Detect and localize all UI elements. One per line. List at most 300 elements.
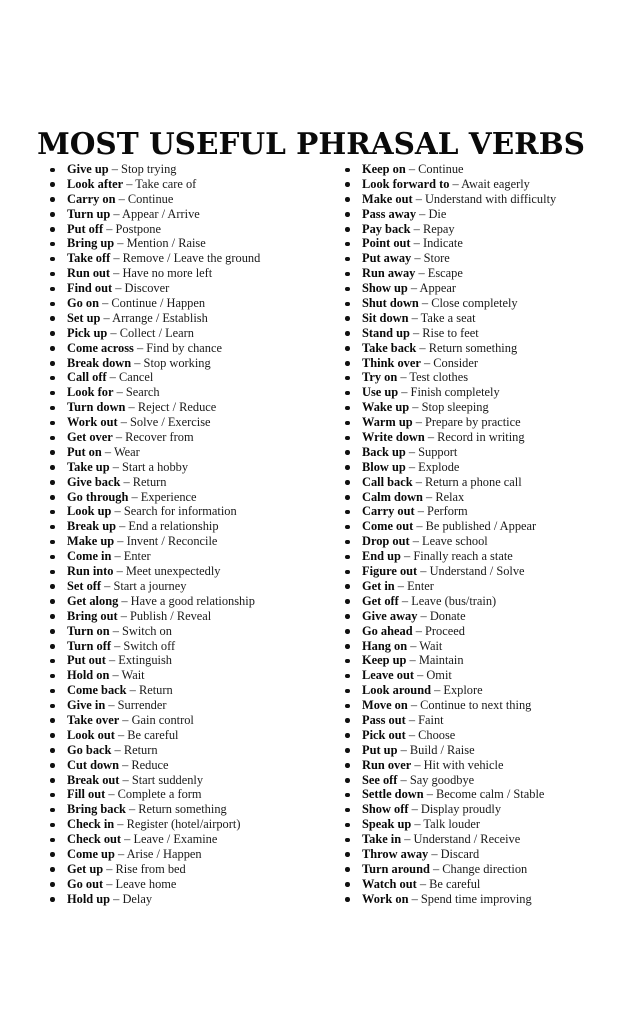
phrasal-verb: Blow up [362, 459, 406, 474]
bullet-icon [50, 674, 55, 679]
separator-dash: – [410, 221, 423, 236]
separator-dash: – [408, 310, 421, 325]
list-item [343, 802, 622, 817]
bullet-icon [50, 436, 55, 441]
bullet-icon [50, 838, 55, 843]
list-item [48, 639, 338, 654]
bullet-icon [345, 287, 350, 292]
verb-meaning: Extinguish [118, 653, 172, 668]
separator-dash: – [117, 415, 130, 430]
verb-meaning: Explore [443, 683, 483, 698]
bullet-icon [345, 704, 350, 709]
bullet-icon [50, 391, 55, 396]
separator-dash: – [133, 340, 147, 355]
verb-meaning: Consider [433, 355, 479, 370]
bullet-icon [345, 302, 350, 307]
list-item [343, 579, 622, 594]
list-item [48, 758, 338, 773]
separator-dash: – [117, 608, 130, 623]
bullet-icon [345, 465, 350, 470]
list-item [48, 609, 338, 624]
phrasal-verb: Settle down [362, 787, 424, 802]
separator-dash: – [101, 578, 114, 593]
phrasal-verb-list-right [343, 162, 622, 907]
phrasal-verb: Look forward to [362, 176, 450, 191]
bullet-icon [345, 808, 350, 813]
verb-meaning: Continue [127, 191, 174, 206]
phrasal-verb: Run over [362, 757, 412, 772]
phrasal-verb: Give up [67, 162, 109, 176]
bullet-icon [50, 867, 55, 872]
verb-meaning: Find by chance [146, 340, 222, 355]
bullet-icon [50, 689, 55, 694]
bullet-icon [345, 689, 350, 694]
separator-dash: – [123, 176, 136, 191]
separator-dash: – [105, 698, 118, 713]
bullet-icon [50, 480, 55, 485]
list-item [343, 385, 622, 400]
separator-dash: – [114, 817, 127, 832]
separator-dash: – [413, 668, 427, 683]
list-item [48, 728, 338, 743]
verb-meaning: Meet unexpectedly [125, 564, 221, 579]
verb-meaning: Leave (bus/train) [411, 593, 497, 608]
verb-meaning: Collect / Learn [119, 325, 195, 340]
bullet-icon [50, 659, 55, 664]
list-item [48, 251, 338, 266]
verb-meaning: Maintain [418, 653, 464, 668]
list-item [343, 296, 622, 311]
verb-meaning: Finally reach a state [413, 549, 513, 564]
verb-meaning: Return [132, 474, 167, 489]
phrasal-verb: Come across [67, 340, 134, 355]
phrasal-verb: Get along [67, 593, 119, 608]
separator-dash: – [424, 430, 438, 445]
phrasal-verb: Cut down [67, 757, 119, 772]
bullet-icon [50, 168, 55, 173]
separator-dash: – [449, 176, 462, 191]
phrasal-verb: Think over [362, 355, 421, 370]
verb-meaning: Search [125, 385, 160, 400]
phrasal-verb: Take over [67, 712, 120, 727]
bullet-icon [345, 644, 350, 649]
phrasal-verb-list-left [48, 162, 338, 907]
phrasal-verb: Get up [67, 861, 104, 876]
list-item [48, 370, 338, 385]
verb-meaning: Hit with vehicle [423, 757, 504, 772]
phrasal-verb: Put off [67, 221, 104, 236]
list-item [343, 311, 622, 326]
phrasal-verb: Shut down [362, 296, 419, 311]
list-item [343, 356, 622, 371]
list-item [48, 847, 338, 862]
phrasal-verb: Put out [67, 653, 106, 668]
bullet-icon [50, 197, 55, 202]
verb-meaning: Switch off [123, 638, 176, 653]
separator-dash: – [398, 385, 411, 400]
bullet-icon [345, 584, 350, 589]
verb-meaning: Change direction [442, 861, 528, 876]
list-item [48, 743, 338, 758]
separator-dash: – [407, 638, 420, 653]
separator-dash: – [411, 251, 424, 266]
separator-dash: – [422, 489, 436, 504]
verb-meaning: Finish completely [410, 385, 500, 400]
separator-dash: – [417, 608, 430, 623]
bullet-icon [345, 272, 350, 277]
list-item [48, 802, 338, 817]
list-item [343, 713, 622, 728]
verb-meaning: Wait [121, 668, 145, 683]
phrasal-verb: Figure out [362, 564, 418, 579]
bullet-icon [345, 823, 350, 828]
list-item [48, 266, 338, 281]
bullet-icon [345, 778, 350, 783]
verb-meaning: Have no more left [122, 266, 213, 281]
list-item [48, 490, 338, 505]
list-item [343, 490, 622, 505]
phrasal-verb: Get off [362, 593, 399, 608]
separator-dash: – [111, 549, 124, 564]
verb-meaning: Return a phone call [425, 474, 522, 489]
separator-dash: – [111, 742, 124, 757]
separator-dash: – [115, 191, 128, 206]
bullet-icon [345, 897, 350, 902]
verb-meaning: Enter [123, 549, 151, 564]
separator-dash: – [114, 534, 127, 549]
separator-dash: – [103, 876, 116, 891]
verb-meaning: Experience [140, 489, 197, 504]
verb-meaning: Be published / Appear [425, 519, 537, 534]
phrasal-verb: Take off [67, 251, 111, 266]
verb-meaning: Start a journey [113, 578, 187, 593]
list-item [343, 207, 622, 222]
phrasal-verb: Go out [67, 876, 104, 891]
bullet-icon [50, 599, 55, 604]
verb-meaning: Solve / Exercise [130, 415, 211, 430]
verb-meaning: End a relationship [128, 519, 219, 534]
phrasal-verb: Back up [362, 444, 406, 459]
verb-meaning: Search for information [123, 504, 237, 519]
list-item [343, 847, 622, 862]
list-item [343, 787, 622, 802]
page-title: MOST USEFUL PHRASAL VERBS [37, 126, 585, 161]
phrasal-verb: Look after [67, 176, 124, 191]
verb-meaning: Gain control [131, 712, 194, 727]
phrasal-verb: Call off [67, 370, 107, 385]
separator-dash: – [412, 474, 425, 489]
separator-dash: – [119, 757, 132, 772]
list-item [48, 698, 338, 713]
phrasal-verb: Keep up [362, 653, 407, 668]
list-item [343, 549, 622, 564]
phrasal-verb: Run away [362, 266, 416, 281]
list-item [48, 668, 338, 683]
separator-dash: – [416, 340, 429, 355]
list-item [48, 445, 338, 460]
phrasal-verb: Write down [362, 430, 425, 445]
phrasal-verb: Pass away [362, 206, 417, 221]
verb-meaning: Await eagerly [461, 176, 530, 191]
bullet-icon [50, 644, 55, 649]
verb-meaning: Reject / Reduce [137, 400, 217, 415]
list-item [48, 862, 338, 877]
bullet-icon [345, 480, 350, 485]
verb-meaning: Stop trying [121, 162, 177, 176]
list-item [343, 892, 622, 907]
list-item [48, 892, 338, 907]
list-item [48, 564, 338, 579]
verb-meaning: Reduce [131, 757, 169, 772]
verb-meaning: Choose [418, 727, 456, 742]
list-item [48, 460, 338, 475]
separator-dash: – [109, 459, 122, 474]
list-item [343, 728, 622, 743]
phrasal-verb: Wake up [362, 400, 410, 415]
verb-meaning: Delay [122, 891, 153, 906]
verb-meaning: Surrender [117, 698, 167, 713]
list-item [48, 832, 338, 847]
verb-meaning: Escape [427, 266, 463, 281]
verb-meaning: Stop sleeping [421, 400, 489, 415]
separator-dash: – [114, 727, 128, 742]
bullet-icon [345, 168, 350, 173]
phrasal-verb: Move on [362, 698, 408, 713]
bullet-icon [345, 838, 350, 843]
list-item [343, 594, 622, 609]
phrasal-verb: Stand up [362, 325, 410, 340]
list-item [343, 400, 622, 415]
bullet-icon [345, 227, 350, 232]
verb-meaning: Arise / Happen [126, 846, 202, 861]
list-item [48, 877, 338, 892]
list-item [48, 236, 338, 251]
separator-dash: – [401, 832, 414, 847]
verb-meaning: Leave school [422, 534, 488, 549]
phrasal-verb: Come out [362, 519, 414, 534]
phrasal-verb: Hang on [362, 638, 408, 653]
separator-dash: – [108, 162, 122, 176]
list-item [343, 877, 622, 892]
bullet-icon [50, 242, 55, 247]
phrasal-verb: Pay back [362, 221, 411, 236]
verb-meaning: Continue / Happen [111, 296, 206, 311]
phrasal-verb: Sit down [362, 310, 409, 325]
phrasal-verb: Go on [67, 296, 100, 311]
list-item [48, 817, 338, 832]
separator-dash: – [112, 281, 125, 296]
phrasal-verb: Try on [362, 370, 398, 385]
list-item [343, 668, 622, 683]
bullet-icon [345, 421, 350, 426]
verb-meaning: Postpone [115, 221, 161, 236]
list-item [343, 475, 622, 490]
bullet-icon [50, 748, 55, 753]
separator-dash: – [110, 266, 123, 281]
separator-dash: – [99, 296, 112, 311]
separator-dash: – [109, 668, 122, 683]
bullet-icon [50, 406, 55, 411]
bullet-icon [345, 510, 350, 515]
list-item [48, 385, 338, 400]
list-item [48, 400, 338, 415]
list-item [48, 549, 338, 564]
bullet-icon [345, 212, 350, 217]
verb-meaning: Complete a form [117, 787, 202, 802]
bullet-icon [345, 436, 350, 441]
phrasal-verb: Pick out [362, 727, 406, 742]
list-item [343, 832, 622, 847]
list-item [343, 624, 622, 639]
verb-meaning: Understand / Receive [413, 832, 521, 847]
verb-meaning: Remove / Leave the ground [122, 251, 261, 266]
list-item [48, 311, 338, 326]
bullet-icon [50, 510, 55, 515]
separator-dash: – [416, 206, 429, 221]
verb-meaning: Return [138, 683, 173, 698]
bullet-icon [50, 823, 55, 828]
verb-meaning: Appear [419, 281, 456, 296]
list-item [48, 341, 338, 356]
separator-dash: – [406, 653, 419, 668]
separator-dash: – [113, 564, 126, 579]
phrasal-verb: Set up [67, 310, 101, 325]
separator-dash: – [103, 861, 116, 876]
bullet-icon [50, 212, 55, 217]
phrasal-verb: Hold up [67, 891, 111, 906]
phrasal-verb: Run into [67, 564, 114, 579]
separator-dash: – [398, 593, 412, 608]
separator-dash: – [116, 519, 129, 534]
list-item [48, 222, 338, 237]
list-item [48, 787, 338, 802]
verb-meaning: Cancel [118, 370, 154, 385]
separator-dash: – [428, 846, 441, 861]
list-item [48, 475, 338, 490]
separator-dash: – [416, 876, 430, 891]
list-item [343, 370, 622, 385]
bullet-icon [50, 316, 55, 321]
bullet-icon [345, 450, 350, 455]
phrasal-verb: Bring back [67, 802, 126, 817]
bullet-icon [50, 733, 55, 738]
verb-meaning: Take a seat [420, 310, 476, 325]
list-item [343, 504, 622, 519]
separator-dash: – [110, 251, 123, 266]
verb-meaning: Rise from bed [115, 861, 186, 876]
list-item [48, 519, 338, 534]
list-item [343, 415, 622, 430]
list-item [48, 326, 338, 341]
separator-dash: – [414, 504, 428, 519]
phrasal-verb: Run out [67, 266, 111, 281]
phrasal-verb: Make out [362, 191, 413, 206]
separator-dash: – [119, 712, 132, 727]
list-item [343, 430, 622, 445]
bullet-icon [50, 346, 55, 351]
separator-dash: – [415, 266, 428, 281]
separator-dash: – [410, 236, 423, 251]
bullet-icon [345, 733, 350, 738]
separator-dash: – [394, 578, 408, 593]
list-item [48, 192, 338, 207]
phrasal-verb: Calm down [362, 489, 423, 504]
phrasal-verb: Give away [362, 608, 418, 623]
phrasal-verb: Pick up [67, 325, 108, 340]
bullet-icon [50, 376, 55, 381]
list-item [343, 609, 622, 624]
verb-meaning: Leave / Examine [133, 832, 218, 847]
list-item [343, 519, 622, 534]
separator-dash: – [405, 162, 419, 176]
verb-meaning: Indicate [422, 236, 463, 251]
separator-dash: – [101, 444, 114, 459]
verb-meaning: Leave home [115, 876, 177, 891]
bullet-icon [345, 257, 350, 262]
bullet-icon [345, 316, 350, 321]
bullet-icon [345, 376, 350, 381]
bullet-icon [50, 808, 55, 813]
separator-dash: – [128, 489, 141, 504]
bullet-icon [50, 540, 55, 545]
phrasal-verb: Break out [67, 772, 120, 787]
phrasal-verb: Get in [362, 578, 395, 593]
bullet-icon [345, 495, 350, 500]
bullet-icon [50, 793, 55, 798]
phrasal-verb: Take up [67, 459, 110, 474]
bullet-icon [50, 257, 55, 262]
list-item [343, 445, 622, 460]
bullet-icon [345, 674, 350, 679]
phrasal-verb: Come in [67, 549, 112, 564]
separator-dash: – [126, 683, 139, 698]
separator-dash: – [409, 534, 423, 549]
verb-meaning: Start suddenly [131, 772, 204, 787]
bullet-icon [50, 704, 55, 709]
separator-dash: – [103, 221, 116, 236]
list-item [343, 698, 622, 713]
phrasal-verb: Work out [67, 415, 118, 430]
separator-dash: – [107, 325, 120, 340]
bullet-icon [345, 659, 350, 664]
list-item [48, 281, 338, 296]
verb-meaning: Support [418, 444, 458, 459]
bullet-icon [50, 287, 55, 292]
verb-meaning: Appear / Arrive [122, 206, 200, 221]
verb-meaning: Take care of [135, 176, 197, 191]
verb-meaning: Have a good relationship [130, 593, 255, 608]
separator-dash: – [405, 727, 419, 742]
verb-meaning: Display proudly [420, 802, 502, 817]
separator-dash: – [109, 623, 122, 638]
separator-dash: – [412, 623, 425, 638]
bullet-icon [50, 852, 55, 857]
bullet-icon [345, 599, 350, 604]
list-item [343, 281, 622, 296]
separator-dash: – [407, 698, 421, 713]
verb-meaning: Invent / Reconcile [126, 534, 218, 549]
bullet-icon [345, 197, 350, 202]
bullet-icon [345, 852, 350, 857]
bullet-icon [50, 450, 55, 455]
phrasal-verb: Turn around [362, 861, 430, 876]
bullet-icon [50, 361, 55, 366]
list-item [343, 758, 622, 773]
list-item [343, 162, 622, 177]
verb-meaning: Understand with difficulty [424, 191, 557, 206]
separator-dash: – [412, 415, 425, 430]
phrasal-verb: Put up [362, 742, 398, 757]
